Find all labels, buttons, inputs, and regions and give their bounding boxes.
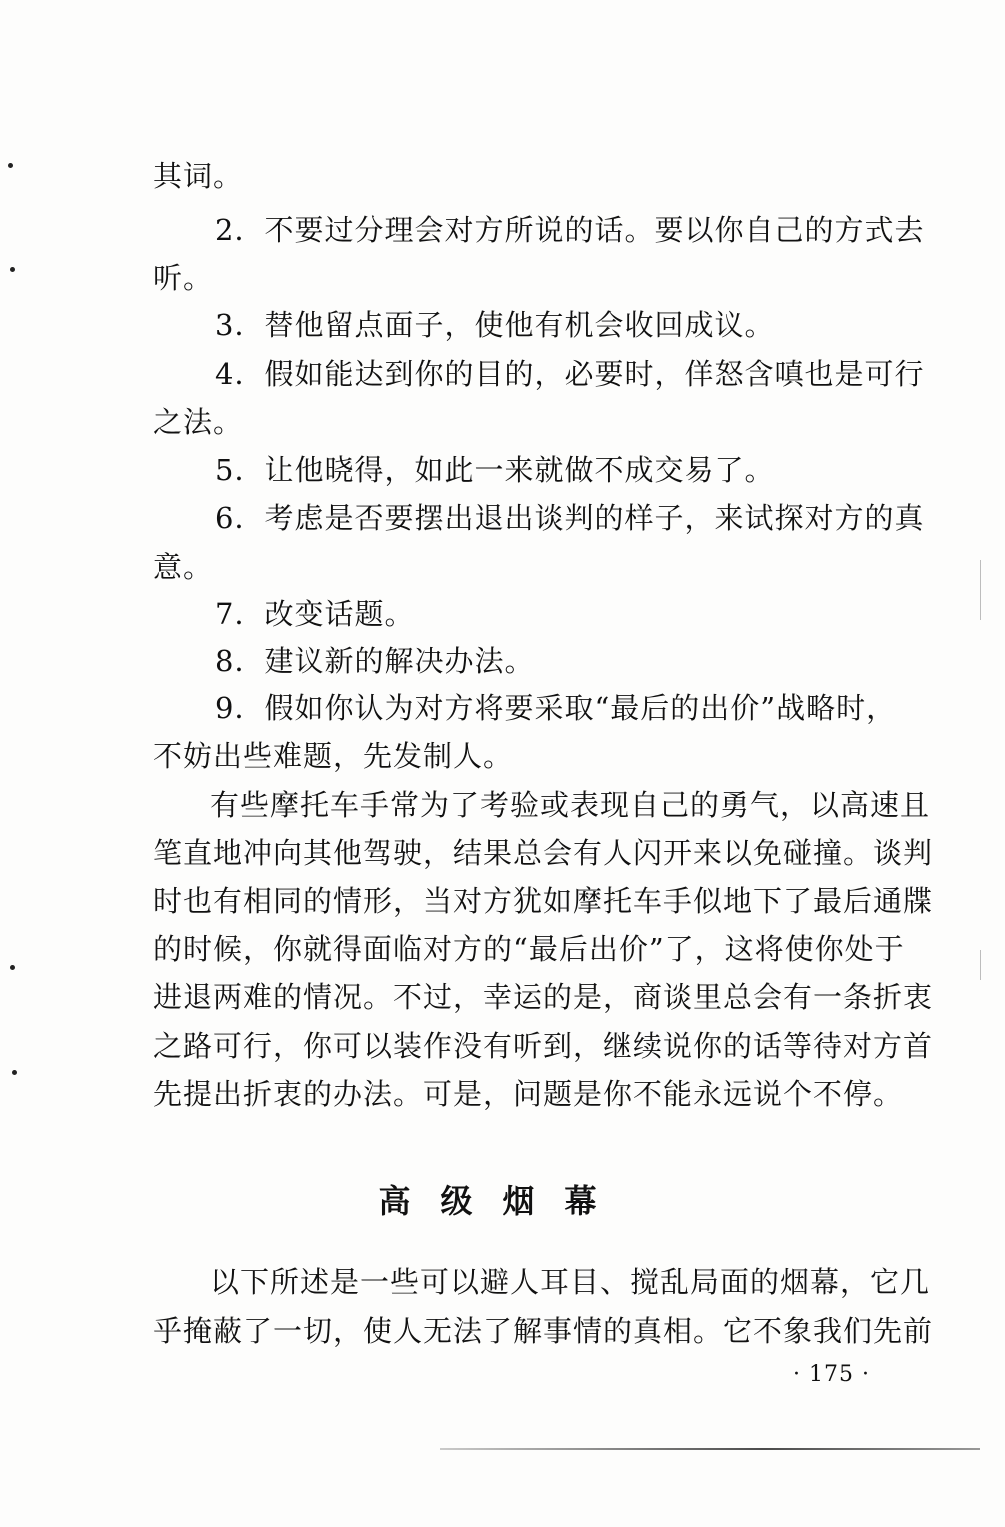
scan-speck bbox=[10, 267, 15, 272]
paragraph-line: 的时候，你就得面临对方的“最后出价”了，这将使你处于 bbox=[153, 932, 905, 966]
text-line: 意。 bbox=[153, 550, 214, 584]
text-line: 其词。 bbox=[153, 159, 244, 193]
scan-mark bbox=[980, 560, 981, 620]
scan-speck bbox=[8, 163, 13, 168]
list-item-4: 4．假如能达到你的目的，必要时，佯怒含嗔也是可行 bbox=[215, 357, 925, 391]
list-item-9: 9．假如你认为对方将要采取“最后的出价”战略时， bbox=[215, 691, 897, 725]
list-item-5: 5．让他晓得，如此一来就做不成交易了。 bbox=[215, 453, 775, 487]
paragraph-line: 进退两难的情况。不过，幸运的是，商谈里总会有一条折衷 bbox=[153, 980, 934, 1014]
paragraph-line: 之路可行，你可以装作没有听到，继续说你的话等待对方首 bbox=[153, 1029, 934, 1063]
text-line: 不妨出些难题，先发制人。 bbox=[153, 739, 514, 773]
scan-speck bbox=[10, 965, 15, 970]
section-line: 乎掩蔽了一切，使人无法了解事情的真相。它不象我们先前 bbox=[153, 1314, 934, 1348]
paragraph-line: 先提出折衷的办法。可是，问题是你不能永远说个不停。 bbox=[153, 1077, 904, 1111]
list-item-6: 6．考虑是否要摆出退出谈判的样子，来试探对方的真 bbox=[215, 501, 925, 535]
scan-speck bbox=[12, 1070, 17, 1075]
text-line: 听。 bbox=[153, 261, 214, 295]
scan-edge-line bbox=[440, 1448, 980, 1450]
list-item-7: 7．改变话题。 bbox=[215, 597, 415, 631]
section-line: 以下所述是一些可以避人耳目、搅乱局面的烟幕，它几 bbox=[210, 1265, 931, 1299]
page-number: · 175 · bbox=[793, 1362, 870, 1387]
list-item-8: 8．建议新的解决办法。 bbox=[215, 644, 535, 678]
section-heading: 高级烟幕 bbox=[378, 1182, 627, 1220]
paragraph-line: 笔直地冲向其他驾驶，结果总会有人闪开来以免碰撞。谈判 bbox=[153, 836, 934, 870]
paragraph-line: 时也有相同的情形，当对方犹如摩托车手似地下了最后通牒 bbox=[153, 884, 934, 918]
list-item-3: 3．替他留点面子，使他有机会收回成议。 bbox=[215, 308, 775, 342]
paragraph-line: 有些摩托车手常为了考验或表现自己的勇气，以高速且 bbox=[210, 788, 931, 822]
list-item-2: 2．不要过分理会对方所说的话。要以你自己的方式去 bbox=[215, 213, 925, 247]
scan-mark bbox=[980, 950, 981, 980]
text-line: 之法。 bbox=[153, 405, 244, 439]
